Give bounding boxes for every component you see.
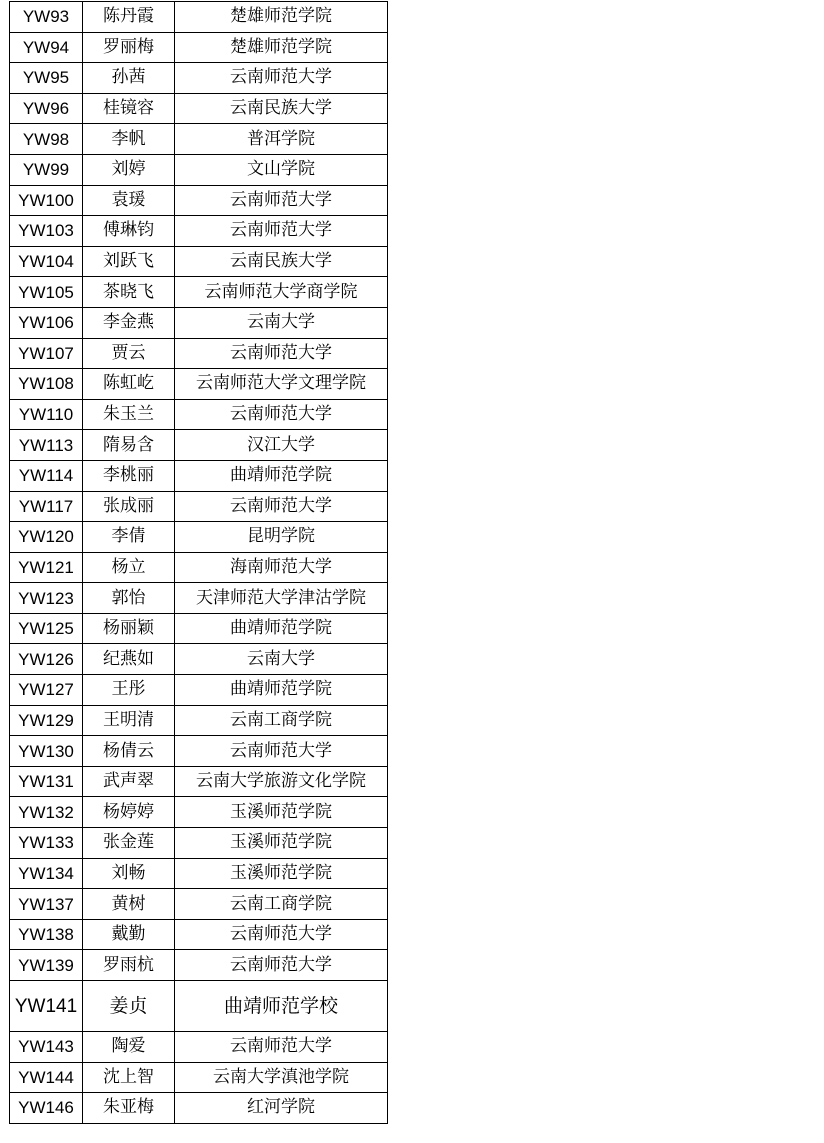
participant-name-cell: 姜贞	[83, 981, 175, 1032]
participant-name-cell: 李倩	[83, 522, 175, 553]
school-cell: 云南师范大学商学院	[175, 277, 388, 308]
table-row	[10, 32, 388, 63]
school-cell: 云南大学旅游文化学院	[175, 766, 388, 797]
school-cell: 汉江大学	[175, 430, 388, 461]
participant-id-cell: YW139	[10, 950, 83, 981]
participant-name-cell: 隋易含	[83, 430, 175, 461]
participant-name-cell: 杨婷婷	[83, 797, 175, 828]
participant-name-cell: 茶晓飞	[83, 277, 175, 308]
table-row	[10, 460, 388, 491]
participant-id-cell: YW106	[10, 307, 83, 338]
table-row	[10, 522, 388, 553]
participant-name-cell: 刘婷	[83, 154, 175, 185]
school-cell: 云南大学滇池学院	[175, 1062, 388, 1093]
participant-name-cell: 陶爱	[83, 1032, 175, 1063]
table-row	[10, 675, 388, 706]
participant-id-cell: YW120	[10, 522, 83, 553]
school-cell: 云南师范大学	[175, 919, 388, 950]
participant-id-cell: YW144	[10, 1062, 83, 1093]
school-cell: 云南师范大学	[175, 63, 388, 94]
participant-id-cell: YW134	[10, 858, 83, 889]
school-cell: 曲靖师范学院	[175, 613, 388, 644]
participant-name-cell: 孙茜	[83, 63, 175, 94]
participant-name-cell: 杨倩云	[83, 736, 175, 767]
school-cell: 文山学院	[175, 154, 388, 185]
participant-name-cell: 贾云	[83, 338, 175, 369]
participant-id-cell: YW114	[10, 460, 83, 491]
table-row	[10, 797, 388, 828]
school-cell: 云南师范大学文理学院	[175, 369, 388, 400]
participant-name-cell: 朱亚梅	[83, 1093, 175, 1124]
roster-body	[10, 2, 388, 1124]
school-cell: 云南师范大学	[175, 1032, 388, 1063]
table-row	[10, 491, 388, 522]
school-cell: 楚雄师范学院	[175, 2, 388, 33]
participant-name-cell: 黄树	[83, 889, 175, 920]
participant-id-cell: YW103	[10, 216, 83, 247]
participant-id-cell: YW96	[10, 93, 83, 124]
school-cell: 玉溪师范学院	[175, 858, 388, 889]
participant-id-cell: YW138	[10, 919, 83, 950]
school-cell: 云南大学	[175, 644, 388, 675]
participant-name-cell: 陈丹霞	[83, 2, 175, 33]
table-row	[10, 1062, 388, 1093]
participant-name-cell: 李桃丽	[83, 460, 175, 491]
participant-id-cell: YW130	[10, 736, 83, 767]
school-cell: 玉溪师范学院	[175, 828, 388, 859]
participant-id-cell: YW107	[10, 338, 83, 369]
school-cell: 昆明学院	[175, 522, 388, 553]
table-row	[10, 185, 388, 216]
table-row	[10, 613, 388, 644]
table-row	[10, 124, 388, 155]
school-cell: 玉溪师范学院	[175, 797, 388, 828]
participant-name-cell: 张成丽	[83, 491, 175, 522]
participant-id-cell: YW93	[10, 2, 83, 33]
participant-id-cell: YW95	[10, 63, 83, 94]
school-cell: 天津师范大学津沽学院	[175, 583, 388, 614]
participant-name-cell: 沈上智	[83, 1062, 175, 1093]
school-cell: 海南师范大学	[175, 552, 388, 583]
participant-name-cell: 郭怡	[83, 583, 175, 614]
participant-name-cell: 桂镜容	[83, 93, 175, 124]
participant-id-cell: YW94	[10, 32, 83, 63]
participant-name-cell: 杨立	[83, 552, 175, 583]
participant-id-cell: YW110	[10, 399, 83, 430]
school-cell: 曲靖师范学院	[175, 460, 388, 491]
roster-table	[9, 1, 388, 1124]
participant-id-cell: YW113	[10, 430, 83, 461]
table-row	[10, 889, 388, 920]
table-row	[10, 950, 388, 981]
participant-id-cell: YW100	[10, 185, 83, 216]
participant-id-cell: YW108	[10, 369, 83, 400]
table-row	[10, 766, 388, 797]
table-row	[10, 369, 388, 400]
participant-name-cell: 李金燕	[83, 307, 175, 338]
table-row	[10, 246, 388, 277]
table-row	[10, 981, 388, 1032]
school-cell: 云南师范大学	[175, 491, 388, 522]
school-cell: 云南师范大学	[175, 216, 388, 247]
table-row	[10, 552, 388, 583]
school-cell: 云南师范大学	[175, 736, 388, 767]
participant-name-cell: 陈虹屹	[83, 369, 175, 400]
table-row	[10, 1032, 388, 1063]
school-cell: 楚雄师范学院	[175, 32, 388, 63]
table-row	[10, 705, 388, 736]
table-row	[10, 644, 388, 675]
table-row	[10, 736, 388, 767]
table-row	[10, 858, 388, 889]
participant-id-cell: YW127	[10, 675, 83, 706]
participant-id-cell: YW126	[10, 644, 83, 675]
school-cell: 云南师范大学	[175, 338, 388, 369]
participant-name-cell: 朱玉兰	[83, 399, 175, 430]
participant-name-cell: 罗丽梅	[83, 32, 175, 63]
table-row	[10, 216, 388, 247]
school-cell: 云南工商学院	[175, 889, 388, 920]
table-row	[10, 154, 388, 185]
participant-name-cell: 张金莲	[83, 828, 175, 859]
participant-id-cell: YW141	[10, 981, 83, 1032]
participant-id-cell: YW131	[10, 766, 83, 797]
participant-name-cell: 李帆	[83, 124, 175, 155]
participant-id-cell: YW137	[10, 889, 83, 920]
participant-name-cell: 刘跃飞	[83, 246, 175, 277]
table-row	[10, 430, 388, 461]
participant-id-cell: YW133	[10, 828, 83, 859]
participant-id-cell: YW105	[10, 277, 83, 308]
school-cell: 曲靖师范学院	[175, 675, 388, 706]
participant-name-cell: 傅琳钧	[83, 216, 175, 247]
participant-name-cell: 纪燕如	[83, 644, 175, 675]
participant-name-cell: 杨丽颖	[83, 613, 175, 644]
participant-name-cell: 袁瑗	[83, 185, 175, 216]
school-cell: 红河学院	[175, 1093, 388, 1124]
participant-id-cell: YW99	[10, 154, 83, 185]
table-row	[10, 399, 388, 430]
table-row	[10, 63, 388, 94]
participant-id-cell: YW121	[10, 552, 83, 583]
participant-name-cell: 戴勤	[83, 919, 175, 950]
participant-id-cell: YW143	[10, 1032, 83, 1063]
table-row	[10, 2, 388, 33]
table-row	[10, 1093, 388, 1124]
school-cell: 曲靖师范学校	[175, 981, 388, 1032]
participant-id-cell: YW146	[10, 1093, 83, 1124]
table-row	[10, 277, 388, 308]
participant-id-cell: YW98	[10, 124, 83, 155]
school-cell: 普洱学院	[175, 124, 388, 155]
participant-id-cell: YW104	[10, 246, 83, 277]
participant-id-cell: YW125	[10, 613, 83, 644]
participant-id-cell: YW117	[10, 491, 83, 522]
participant-id-cell: YW132	[10, 797, 83, 828]
school-cell: 云南民族大学	[175, 93, 388, 124]
table-row	[10, 93, 388, 124]
table-row	[10, 919, 388, 950]
school-cell: 云南师范大学	[175, 950, 388, 981]
school-cell: 云南民族大学	[175, 246, 388, 277]
school-cell: 云南师范大学	[175, 399, 388, 430]
participant-name-cell: 刘畅	[83, 858, 175, 889]
participant-name-cell: 王彤	[83, 675, 175, 706]
school-cell: 云南大学	[175, 307, 388, 338]
table-row	[10, 828, 388, 859]
participant-id-cell: YW123	[10, 583, 83, 614]
participant-name-cell: 罗雨杭	[83, 950, 175, 981]
school-cell: 云南工商学院	[175, 705, 388, 736]
table-row	[10, 307, 388, 338]
table-row	[10, 583, 388, 614]
school-cell: 云南师范大学	[175, 185, 388, 216]
participant-name-cell: 王明清	[83, 705, 175, 736]
table-row	[10, 338, 388, 369]
participant-id-cell: YW129	[10, 705, 83, 736]
participant-name-cell: 武声翠	[83, 766, 175, 797]
